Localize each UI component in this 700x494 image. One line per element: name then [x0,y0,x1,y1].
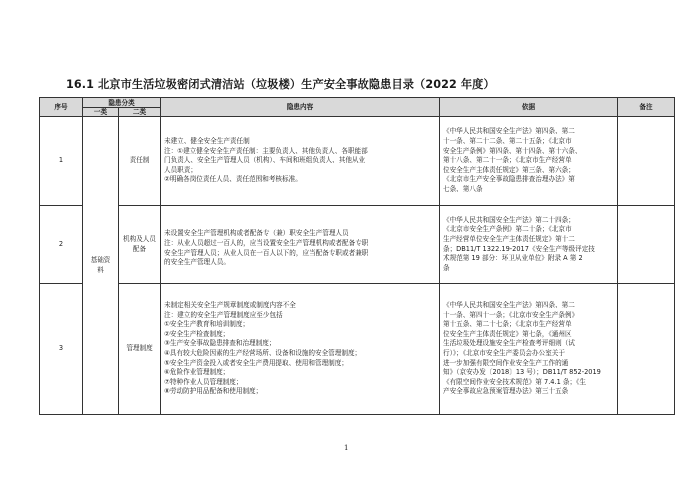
basis-line: 《中华人民共和国安全生产法》第四条、第二 [443,301,575,310]
row-basis [440,284,618,415]
content-line: ⑦特种作业人员管理制度； [164,377,243,386]
row-serial: 2 [40,206,83,284]
category-level1-label: 基础资料 [90,256,111,275]
basis-line: 条；DB11/T 1322.19-2017《安全生产等级评定技 [443,244,595,253]
content-line: 注：从业人员超过一百人的，应当设置安全生产管理机构或者配备专职 [164,238,369,247]
row-remark [618,284,675,415]
row-remark [618,117,675,206]
content-line: 未建立、健全安全生产责任制 [164,137,250,146]
basis-line: 十一条、第四十一条；《北京市安全生产条例》 [443,310,579,319]
content-line: ②明确各岗位责任人员、责任范围和考核标准。 [164,175,302,184]
content-line: 未制定相关安全生产规章制度或制度内容不全 [164,301,296,310]
content-line: 安全生产管理人员；从业人员在一百人以下的，应当配备专职或者兼职 [164,248,369,257]
basis-line: 位安全生产主体责任规定》第七条，《通州区 [443,329,572,338]
basis-line: 行）》；《北京市安全生产委员会办公室关于 [443,349,565,357]
content-line: 门负责人、安全生产管理人员（机构）、车间和班组负责人、其他从业 [164,156,366,165]
content-line: 的安全生产管理人员。 [164,258,230,267]
basis-line: 《北京市生产安全事故隐患排查治理办法》第 [443,175,575,184]
category-level1 [83,117,119,415]
row-content [161,117,440,206]
content-line: 未设置安全生产管理机构或者配备专（兼）职安全生产管理人员 [164,229,349,238]
header-serial: 序号 [40,98,83,117]
basis-line: 术规范第 19 部分：环卫从业单位》附录 A 第 2 [443,254,583,263]
basis-line: 生产经营单位安全生产主体责任规定》第十二 [443,234,575,243]
row-level2 [119,206,161,284]
row-level2-label: 机构及人员配备 [123,235,156,254]
row-remark [618,206,675,284]
header-content: 隐患内容 [161,98,440,117]
header-level2: 二类 [119,108,161,117]
row-content [161,206,440,284]
table-row [40,206,675,284]
row-level2: 管理制度 [119,284,161,415]
basis-line: 生活垃圾处理设施安全生产检查考评细则（试 [443,339,575,348]
basis-line: 安全生产条例》第四条、第十四条、第十六条、 [443,146,582,155]
basis-line: 《中华人民共和国安全生产法》第四条、第二 [443,127,575,136]
page-title: 16.1 北京市生活垃圾密闭式清洁站（垃圾楼）生产安全事故隐患目录（2022 年度） [66,78,495,91]
basis-line: 十一条、第二十二条、第二十五条；《北京市 [443,137,572,146]
row-serial: 1 [40,117,83,206]
header-remark: 备注 [618,98,675,117]
header-category: 隐患分类 [83,98,161,108]
content-line: 注：①建立健全安全生产责任制：主要负责人、其他负责人、各职能部 [164,146,368,155]
hazard-table [39,97,675,415]
basis-line: 《北京市安全生产条例》第二十条；《北京市 [443,225,572,234]
content-line: 注：建立的安全生产管理制度应至少包括 [164,310,283,319]
basis-line: 条 [443,263,450,272]
content-line: 人员职责； [164,165,197,174]
content-line: ②安全生产检查制度； [164,329,230,338]
basis-line: 产安全事故应急预案管理办法》第三十五条 [443,387,569,396]
basis-line: 位安全生产主体责任规定》第三条、第六条； [443,165,575,174]
row-serial: 3 [40,284,83,415]
basis-line: 第十五条、第二十七条；《北京市生产经营单 [443,320,572,329]
basis-line: 进一步加强有限空间作业安全生产工作的通 [443,358,569,367]
table-row [40,284,675,415]
content-line: ⑧劳动防护用品配备和使用制度； [164,387,263,396]
basis-line: 第十八条、第二十一条；《北京市生产经营单 [443,156,572,165]
content-line: ⑤安全生产资金投入或者安全生产费用提取、使用和管理制度； [164,358,348,367]
page-number: 1 [344,444,349,452]
basis-line: 《中华人民共和国安全生产法》第二十四条； [443,215,575,224]
basis-line: 七条、第八条 [443,184,483,193]
basis-line: 知》（京安办发〔2018〕13 号）；DB11/T 852-2019 [443,368,601,377]
table-row [40,117,675,206]
content-line: ①安全生产教育和培训制度； [164,320,250,329]
basis-line: 《有限空间作业安全技术规范》第 7.4.1 条；《生 [443,377,586,386]
row-level2: 责任制 [119,117,161,206]
row-basis [440,206,618,284]
content-line: ⑥危险作业管理制度； [164,368,230,377]
header-basis: 依据 [440,98,618,117]
row-content [161,284,440,415]
content-line: ④具有较大危险因素的生产经营场所、设备和设施的安全管理制度； [164,349,362,357]
row-basis [440,117,618,206]
content-line: ③生产安全事故隐患排查和治理制度； [164,339,276,348]
header-level1: 一类 [83,108,119,117]
